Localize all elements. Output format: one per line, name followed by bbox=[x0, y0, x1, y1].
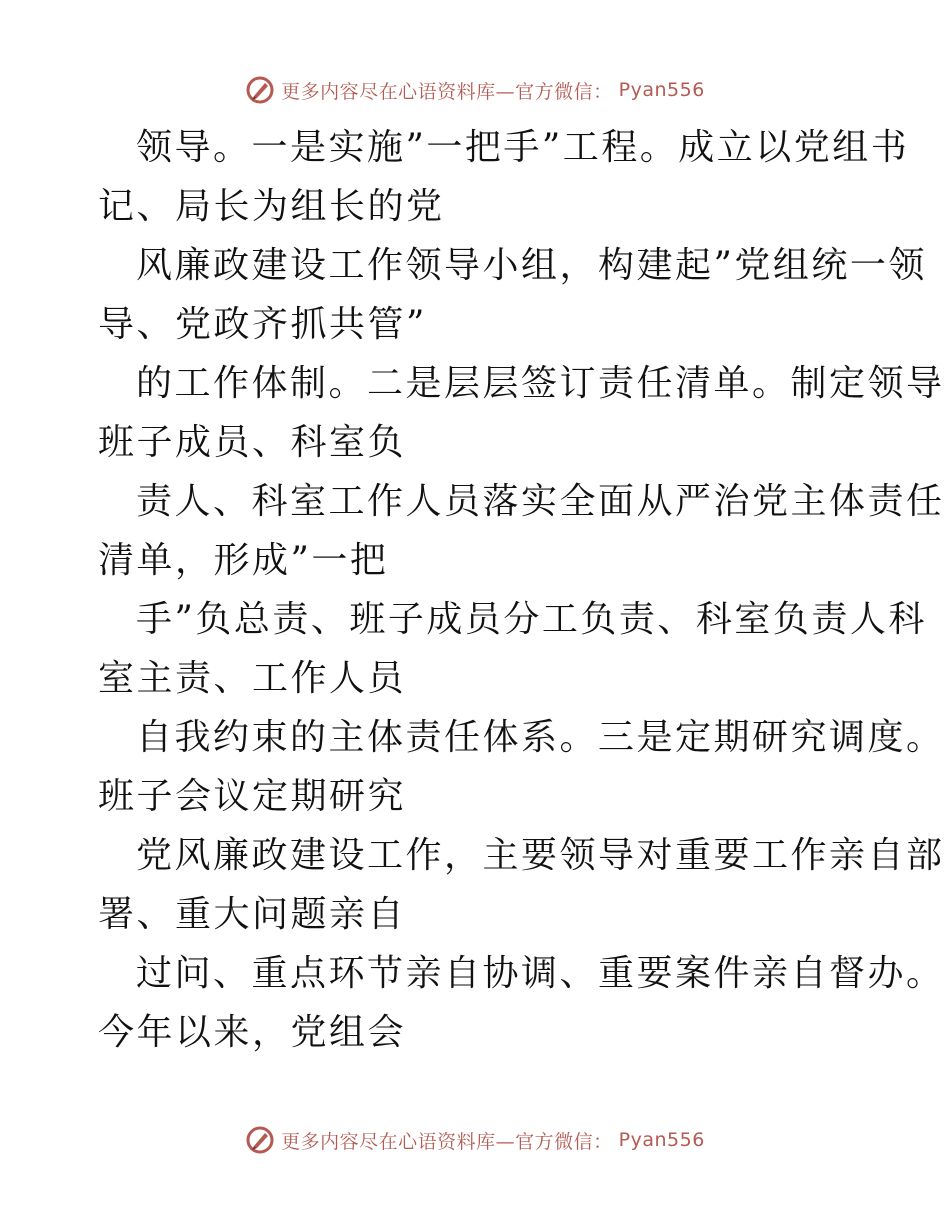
watermark-wechat-id: Pyan556 bbox=[618, 1129, 705, 1151]
text-line: 自我约束的主体责任体系。三是定期研究调度。 bbox=[136, 717, 945, 758]
text-line: 领导。一是实施”一把手”工程。成立以党组书 bbox=[136, 127, 910, 168]
text-line: 过问、重点环节亲自协调、重要案件亲自督办。 bbox=[136, 953, 945, 994]
header-watermark bbox=[0, 70, 950, 110]
pen-logo-icon bbox=[245, 1125, 275, 1155]
footer-watermark bbox=[0, 1120, 950, 1160]
document-body bbox=[98, 118, 945, 1062]
text-line: 今年以来，党组会 bbox=[98, 1012, 407, 1053]
text-line: 班子成员、科室负 bbox=[98, 422, 407, 463]
text-line: 班子会议定期研究 bbox=[98, 776, 407, 817]
text-line: 责人、科室工作人员落实全面从严治党主体责任 bbox=[136, 481, 945, 522]
text-line: 记、局长为组长的党 bbox=[98, 186, 445, 227]
text-line: 导、党政齐抓共管” bbox=[98, 304, 427, 345]
text-line: 的工作体制。二是层层签订责任清单。制定领导 bbox=[136, 363, 945, 404]
pen-logo-icon bbox=[245, 75, 275, 105]
text-line: 党风廉政建设工作，主要领导对重要工作亲自部 bbox=[136, 835, 945, 876]
text-line: 室主责、工作人员 bbox=[98, 658, 407, 699]
text-line: 风廉政建设工作领导小组，构建起”党组统一领 bbox=[136, 245, 927, 286]
watermark-text: 更多内容尽在心语资料库—官方微信： bbox=[281, 80, 613, 103]
watermark-text: 更多内容尽在心语资料库—官方微信： bbox=[281, 1130, 613, 1153]
text-line: 手”负总责、班子成员分工负责、科室负责人科 bbox=[136, 599, 927, 640]
text-line: 清单，形成”一把 bbox=[98, 540, 389, 581]
text-line: 署、重大问题亲自 bbox=[98, 894, 407, 935]
watermark-wechat-id: Pyan556 bbox=[618, 79, 705, 101]
